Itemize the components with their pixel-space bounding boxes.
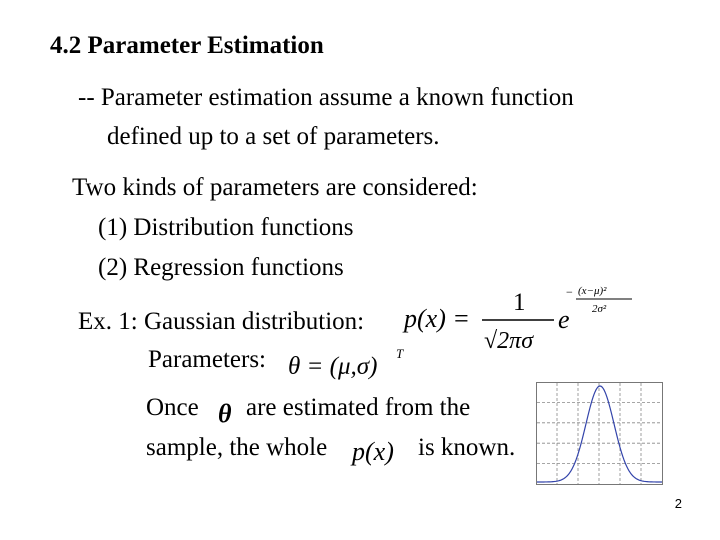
- theta-def-text: θ = (μ,σ): [288, 353, 378, 380]
- formula-numerator: 1: [513, 289, 526, 316]
- sample-suffix: is known.: [418, 434, 516, 461]
- once-suffix: are estimated from the: [246, 394, 471, 421]
- slide-title: 4.2 Parameter Estimation: [50, 32, 324, 59]
- figure-frame: [537, 383, 663, 485]
- exponent-denominator: 2σ²: [592, 303, 607, 315]
- kinds-heading: Two kinds of parameters are considered:: [72, 174, 478, 201]
- kind-item-1: (1) Distribution functions: [98, 214, 354, 241]
- parameters-label: Parameters:: [148, 346, 267, 373]
- theta-def-superscript: T: [396, 346, 404, 361]
- svg-text:p(x): p(x): [352, 437, 394, 466]
- gaussian-curve-figure: [536, 382, 664, 486]
- formula-base-e: e: [558, 305, 570, 334]
- svg-text:θ: θ: [218, 399, 232, 428]
- sample-prefix: sample, the whole: [146, 434, 328, 461]
- exponent-minus: −: [566, 285, 573, 299]
- gaussian-formula: [398, 282, 648, 358]
- theta-definition: [286, 344, 408, 384]
- kind-item-2: (2) Regression functions: [98, 254, 344, 281]
- page-number: 2: [674, 496, 682, 511]
- intro-line-1: -- Parameter estimation assume a known function: [78, 84, 574, 111]
- theta-symbol: [214, 394, 242, 430]
- formula-denominator: √2πσ: [484, 328, 534, 354]
- once-prefix: Once: [146, 394, 199, 421]
- exponent-numerator: (x−μ)²: [578, 285, 607, 297]
- example-label: Ex. 1: Gaussian distribution:: [78, 308, 365, 335]
- px-symbol: [350, 432, 418, 468]
- intro-line-2: defined up to a set of parameters.: [107, 123, 440, 150]
- formula-lhs: p(x) =: [404, 304, 470, 333]
